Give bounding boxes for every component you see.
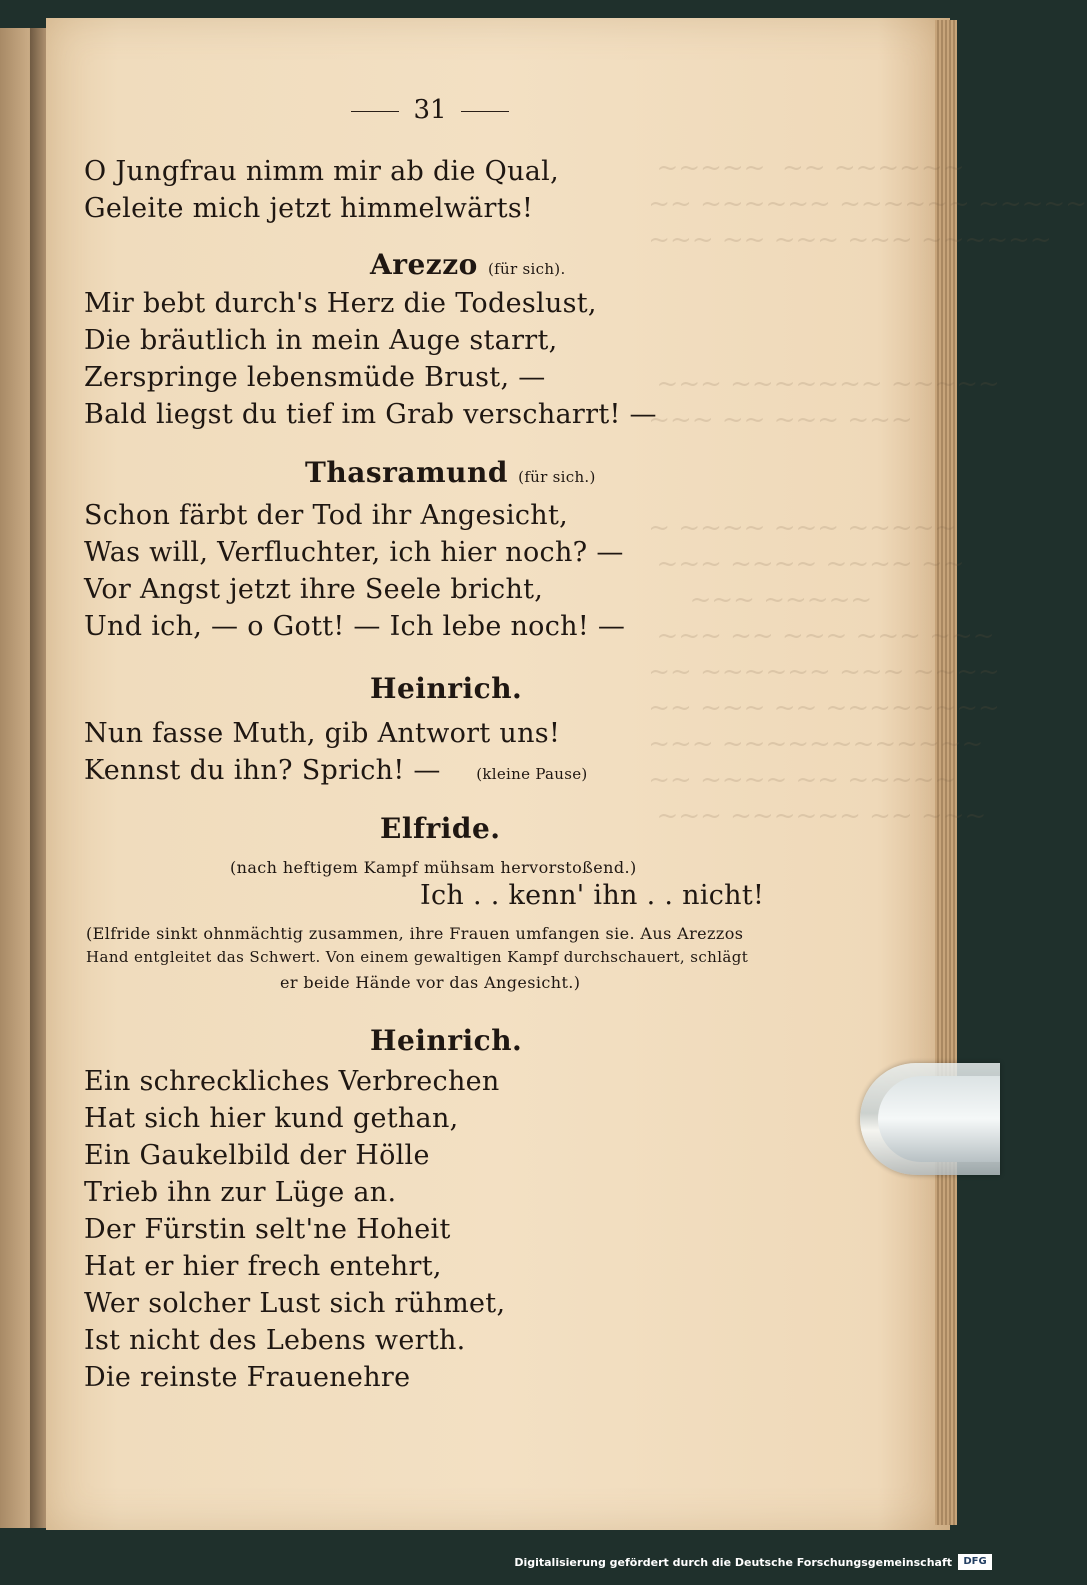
verse-line: Zerspringe lebensmüde Brust, — — [84, 362, 546, 393]
speaker-heading-elfride: Elfride. — [380, 812, 501, 845]
verse-line: Was will, Verfluchter, ich hier noch? — — [84, 537, 624, 568]
verse-line: Ein Gaukelbild der Hölle — [84, 1140, 430, 1171]
stage-direction-line: er beide Hände vor das Angesicht.) — [280, 973, 581, 992]
dfg-logo: DFG — [958, 1554, 992, 1570]
verse-line: Ist nicht des Lebens werth. — [84, 1325, 466, 1356]
stage-direction: (nach heftigem Kampf mühsam hervorstoßend.) — [230, 858, 637, 877]
verse-text: Kennst du ihn? Sprich! — — [84, 755, 441, 786]
page-holder-clip-highlight — [878, 1076, 1000, 1162]
speaker-name: Arezzo — [370, 248, 478, 281]
digitization-credit: Digitalisierung gefördert durch die Deutsche Forschungsgemeinschaft — [514, 1556, 952, 1569]
verse-line: Hat er hier frech entehrt, — [84, 1251, 442, 1282]
stage-direction-line: (Elfride sinkt ohnmächtig zusammen, ihre Frauen umfangen sie. Aus Arezzos — [86, 924, 744, 943]
page-number-dash-left — [351, 111, 399, 112]
verse-line: Wer solcher Lust sich rühmet, — [84, 1288, 506, 1319]
verse-line: Die reinste Frauenehre — [84, 1362, 411, 1393]
verse-line: Trieb ihn zur Lüge an. — [84, 1177, 397, 1208]
speaker-heading-heinrich: Heinrich. — [370, 1024, 523, 1057]
verse-line: Die bräutlich in mein Auge starrt, — [84, 325, 558, 356]
verse-line: Vor Angst jetzt ihre Seele bricht, — [84, 574, 544, 605]
stage-direction-line: Hand entgleitet das Schwert. Von einem gewaltigen Kampf durchschauert, schlägt — [86, 948, 749, 966]
page-number-dash-right — [461, 111, 509, 112]
page-number — [335, 95, 525, 125]
verse-line: Hat sich hier kund gethan, — [84, 1103, 459, 1134]
speaker-heading-thasramund — [305, 456, 596, 489]
stage-direction: (kleine Pause) — [476, 765, 588, 783]
verse-line: Mir bebt durch's Herz die Todeslust, — [84, 288, 597, 319]
verse-line: Der Fürstin selt'ne Hoheit — [84, 1214, 451, 1245]
speaker-name: Thasramund — [305, 456, 508, 489]
speaker-heading-heinrich: Heinrich. — [370, 672, 523, 705]
verse-line: Geleite mich jetzt himmelwärts! — [84, 193, 534, 224]
verse-line: Schon färbt der Tod ihr Angesicht, — [84, 500, 569, 531]
verse-line-with-direction — [84, 755, 588, 786]
verse-line: Ein schreckliches Verbrechen — [84, 1066, 500, 1097]
stage-direction: (für sich). — [488, 260, 566, 278]
verse-line: Bald liegst du tief im Grab verscharrt! — — [84, 399, 657, 430]
verse-line: Ich . . kenn' ihn . . nicht! — [420, 880, 765, 911]
page-number-value: 31 — [413, 95, 447, 125]
verse-line: Und ich, — o Gott! — Ich lebe noch! — — [84, 611, 626, 642]
show-through-texture: ~~~~~ ~~ ~~~~~~ ~~ ~~~~~~ ~~~~~~ ~~~~~ ~~~ ~~ ~~~ ~~~ ~~~~~~ ~~~ ~~~~~~~ ~~~~~ ~~~ ~~ ~~~ ~~~ ~ ~~~~ ~~~ ~~~~~ ~~~ ~~~~ ~~~~ ~~ ~~~ ~~~~~ ~~~ ~~ ~~~ ~~~ ~~~ ~~ ~~~~~~ ~~~ ~~~~ ~~ ~~~ ~~ ~~~~~~~~ ~~~ ~~~~~~~~~~~~ ~~ ~~~~ ~~ ~~~~~ ~~~ ~~~~~~ ~~ ~~~ — [648, 153, 1087, 831]
stage-direction: (für sich.) — [518, 468, 596, 486]
verse-line: O Jungfrau nimm mir ab die Qual, — [84, 156, 559, 187]
speaker-heading-arezzo — [370, 248, 566, 281]
verse-line: Nun fasse Muth, gib Antwort uns! — [84, 718, 561, 749]
